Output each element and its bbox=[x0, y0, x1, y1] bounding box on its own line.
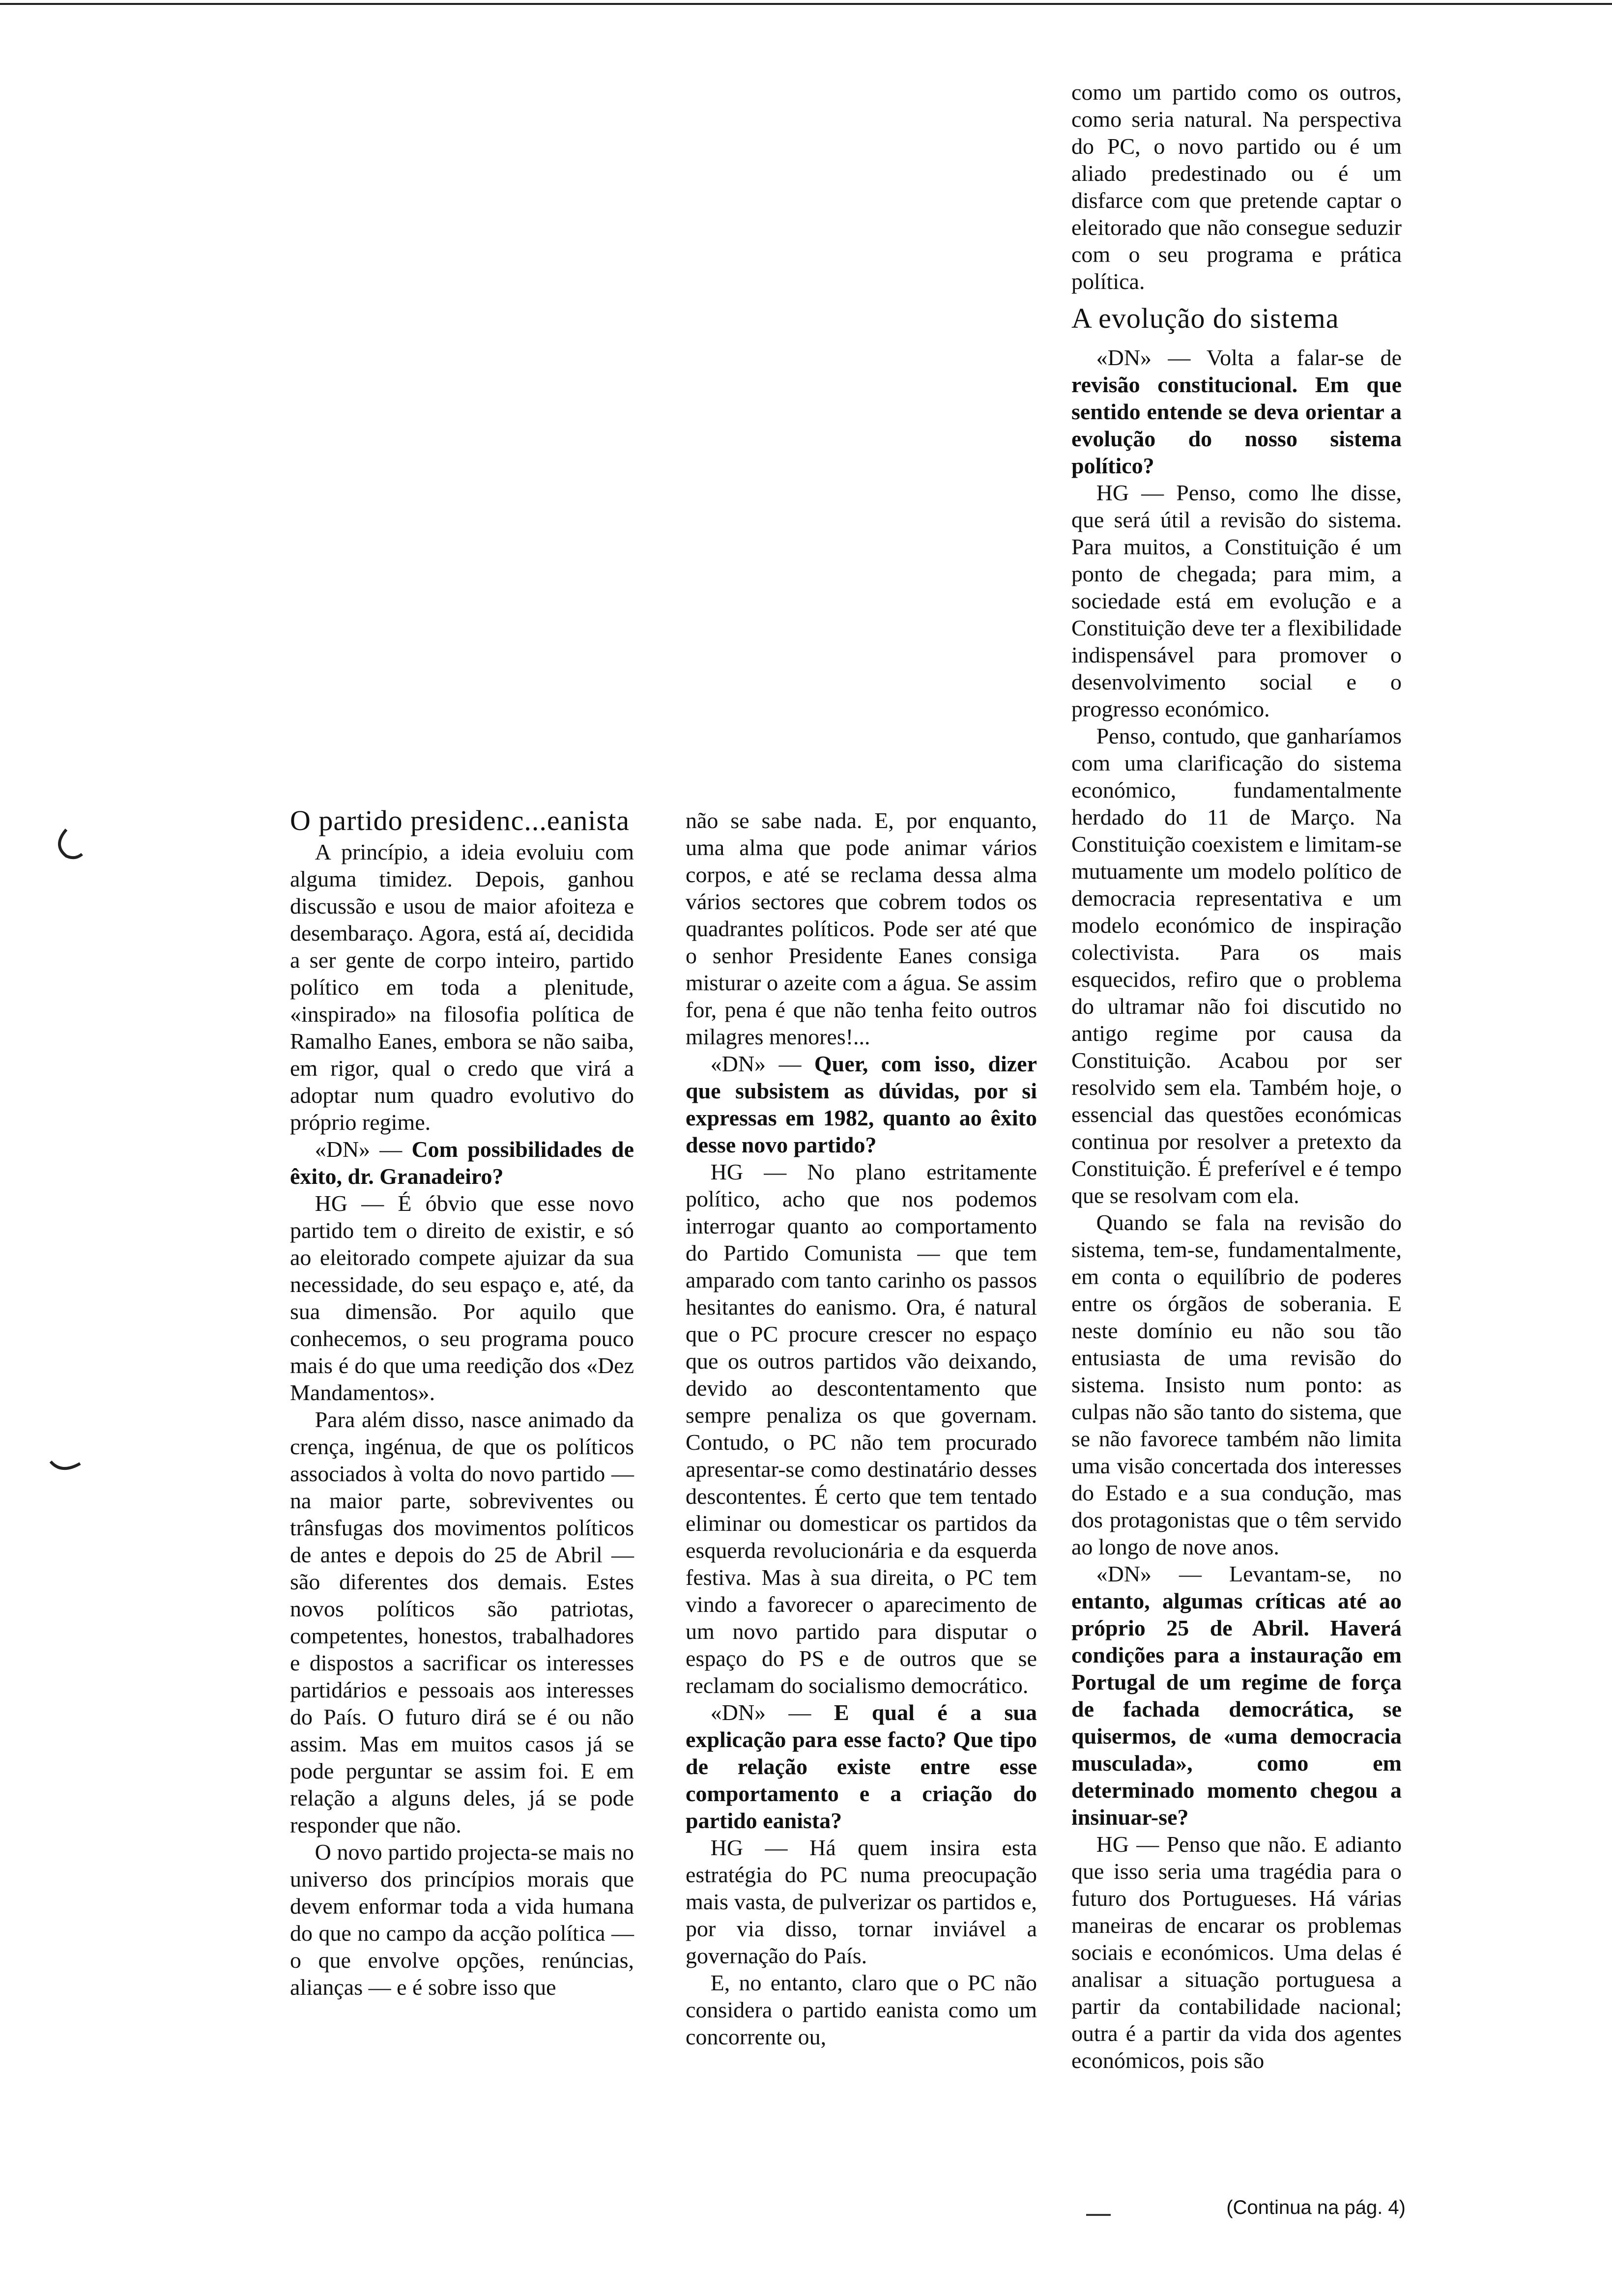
section-heading: O partido presidenc...eanista bbox=[290, 804, 630, 836]
interview-question bbox=[1071, 1560, 1402, 1831]
question-lead: «DN» — Volta a falar-se de bbox=[1096, 345, 1402, 370]
section-heading: A evolução do sistema bbox=[1071, 302, 1339, 334]
paragraph: Quando se fala na revisão do sistema, tem-se, fundamentalmente, em conta o equilíbrio de poderes entre os órgãos de soberania. E neste domínio eu não sou tão entusiasta de uma revisão do sistema. Insisto num ponto: as culpas não são tanto do sistema, que se não favorece também não limita uma visão concertada dos interesses do Estado e a sua condução, mas dos protagonistas que o têm servido ao longo de nove anos. bbox=[1071, 1210, 1402, 1559]
interview-question bbox=[686, 1050, 1037, 1158]
paragraph: O novo partido projecta-se mais no universo dos princípios morais que devem enformar toda a vida humana do que no campo da acção política — o que envolve opções, renúncias, alianças — e é sobre isso que bbox=[290, 1839, 634, 2000]
interview-question bbox=[290, 1136, 634, 1190]
interview-question bbox=[1071, 344, 1402, 479]
question-text: Com possibilidades de êxito, dr. Granadeiro? bbox=[290, 1137, 634, 1189]
question-text: E qual é a sua explicação para esse facto? Que tipo de relação existe entre esse comportamento e a criação do partido eanista? bbox=[686, 1700, 1037, 1833]
article-column-3 bbox=[1071, 79, 1402, 2074]
question-lead: «DN» — Levantam-se, no bbox=[1096, 1561, 1402, 1586]
continuation-note: (Continua na pág. 4) bbox=[1226, 2197, 1406, 2218]
question-text: Quer, com isso, dizer que subsistem as dúvidas, por si expressas em 1982, quanto ao êxito desse novo partido? bbox=[686, 1051, 1037, 1157]
question-lead: «DN» — bbox=[710, 1700, 834, 1725]
binder-hole-mark bbox=[47, 1455, 86, 1484]
article-column-1 bbox=[290, 806, 634, 2001]
paragraph: HG — No plano estritamente político, acho que nos podemos interrogar quanto ao comportamento do Partido Comunista — que tem amparado com tanto carinho os passos hesitantes do eanismo. Ora, é natural que o PC procure crescer no espaço que os outros partidos vão deixando, devido ao descontentamento que sempre penaliza os que governam. Contudo, o PC não tem procurado apresentar-se como destinatário desses descontentes. É certo que tem tentado eliminar ou domesticar os partidos da esquerda revolucionária e da esquerda festiva. Mas à sua direita, o PC tem vindo a favorecer o aparecimento de um novo partido para disputar o espaço do PS e de outros que se reclamam do socialismo democrático. bbox=[686, 1159, 1037, 1698]
paragraph: HG — Penso que não. E adianto que isso seria uma tragédia para o futuro dos Portugueses. Há várias maneiras de encarar os problemas sociais e económicos. Uma delas é analisar a situação portuguesa a partir da contabilidade nacional; outra é a partir da vida dos agentes económicos, pois são bbox=[1071, 1832, 1402, 2073]
continued-paragraph: não se sabe nada. E, por enquanto, uma alma que pode animar vários corpos, e até se reclama dessa alma vários sectores que cobrem todos os quadrantes políticos. Pode ser até que o senhor Presidente Eanes consiga misturar o azeite com a água. Se assim for, pena é que não tenha feito outros milagres menores!... bbox=[686, 808, 1037, 1049]
paragraph: HG — Há quem insira esta estratégia do PC numa preocupação mais vasta, de pulverizar os partidos e, por via disso, tornar inviável a governação do País. bbox=[686, 1835, 1037, 1968]
article-column-2 bbox=[686, 807, 1037, 2050]
paragraph: Para além disso, nasce animado da crença, ingénua, de que os políticos associados à volta do novo partido — na maior parte, sobreviventes ou trânsfugas dos movimentos políticos de antes e depois do 25 de Abril — são diferentes dos demais. Estes novos políticos são patriotas, competentes, honestos, trabalhadores e dispostos a sacrificar os interesses partidários e pessoais aos interesses do País. O futuro dirá se é ou não assim. Mas em muitos casos já se pode perguntar se assim foi. E em relação a alguns deles, já se pode responder que não. bbox=[290, 1407, 634, 1837]
question-text: revisão constitucional. Em que sentido entende se deva orientar a evolução do nosso sistema político? bbox=[1071, 372, 1402, 478]
paragraph: HG — É óbvio que esse novo partido tem o direito de existir, e só ao eleitorado compete ajuizar da sua necessidade, do seu espaço e, até, da sua dimensão. Por aquilo que conhecemos, o seu programa pouco mais é do que uma reedição dos «Dez Mandamentos». bbox=[290, 1191, 634, 1405]
question-lead: «DN» — bbox=[315, 1137, 412, 1162]
separator-dash bbox=[1086, 2214, 1111, 2216]
continued-paragraph: como um partido como os outros, como seria natural. Na perspectiva do PC, o novo partido ou é um aliado predestinado ou é um disfarce com que pretende captar o eleitorado que não consegue seduzir com o seu programa e prática política. bbox=[1071, 80, 1402, 294]
question-lead: «DN» — bbox=[710, 1051, 814, 1076]
binder-hole-mark bbox=[47, 826, 86, 865]
question-text: entanto, algumas críticas até ao próprio 25 de Abril. Haverá condições para a instauração em Portugal de um regime de força de fachada democrática, se quisermos, de «uma democracia musculada», como em determinado momento chegou a insinuar-se? bbox=[1071, 1588, 1402, 1830]
paragraph: Penso, contudo, que ganharíamos com uma clarificação do sistema económico, fundamentalmente herdado do 11 de Março. Na Constituição coexistem e limitam-se mutuamente um modelo político de democracia representativa e um modelo económico de inspiração colectivista. Para os mais esquecidos, refiro que o problema do ultramar não foi discutido no antigo regime por causa da Constituição. Acabou por ser resolvido sem ela. Também hoje, o essencial das questões económicas continua por resolver a pretexto da Constituição. É preferível e é tempo que se resolvam com ela. bbox=[1071, 723, 1402, 1208]
interview-question bbox=[686, 1699, 1037, 1834]
paragraph: E, no entanto, claro que o PC não considera o partido eanista como um concorrente ou, bbox=[686, 1970, 1037, 2049]
top-rule bbox=[0, 3, 1612, 5]
paragraph: HG — Penso, como lhe disse, que será útil a revisão do sistema. Para muitos, a Constituição é um ponto de chegada; para mim, a sociedade está em evolução e a Constituição deve ter a flexibilidade indispensável para promover o desenvolvimento social e o progresso económico. bbox=[1071, 480, 1402, 721]
paragraph: A princípio, a ideia evoluiu com alguma timidez. Depois, ganhou discussão e usou de maior afoiteza e desembaraço. Agora, está aí, decidida a ser gente de corpo inteiro, partido político em toda a plenitude, «inspirado» na filosofia política de Ramalho Eanes, embora se não saiba, em rigor, qual o credo que virá a adoptar num quadro evolutivo do próprio regime. bbox=[290, 839, 634, 1135]
